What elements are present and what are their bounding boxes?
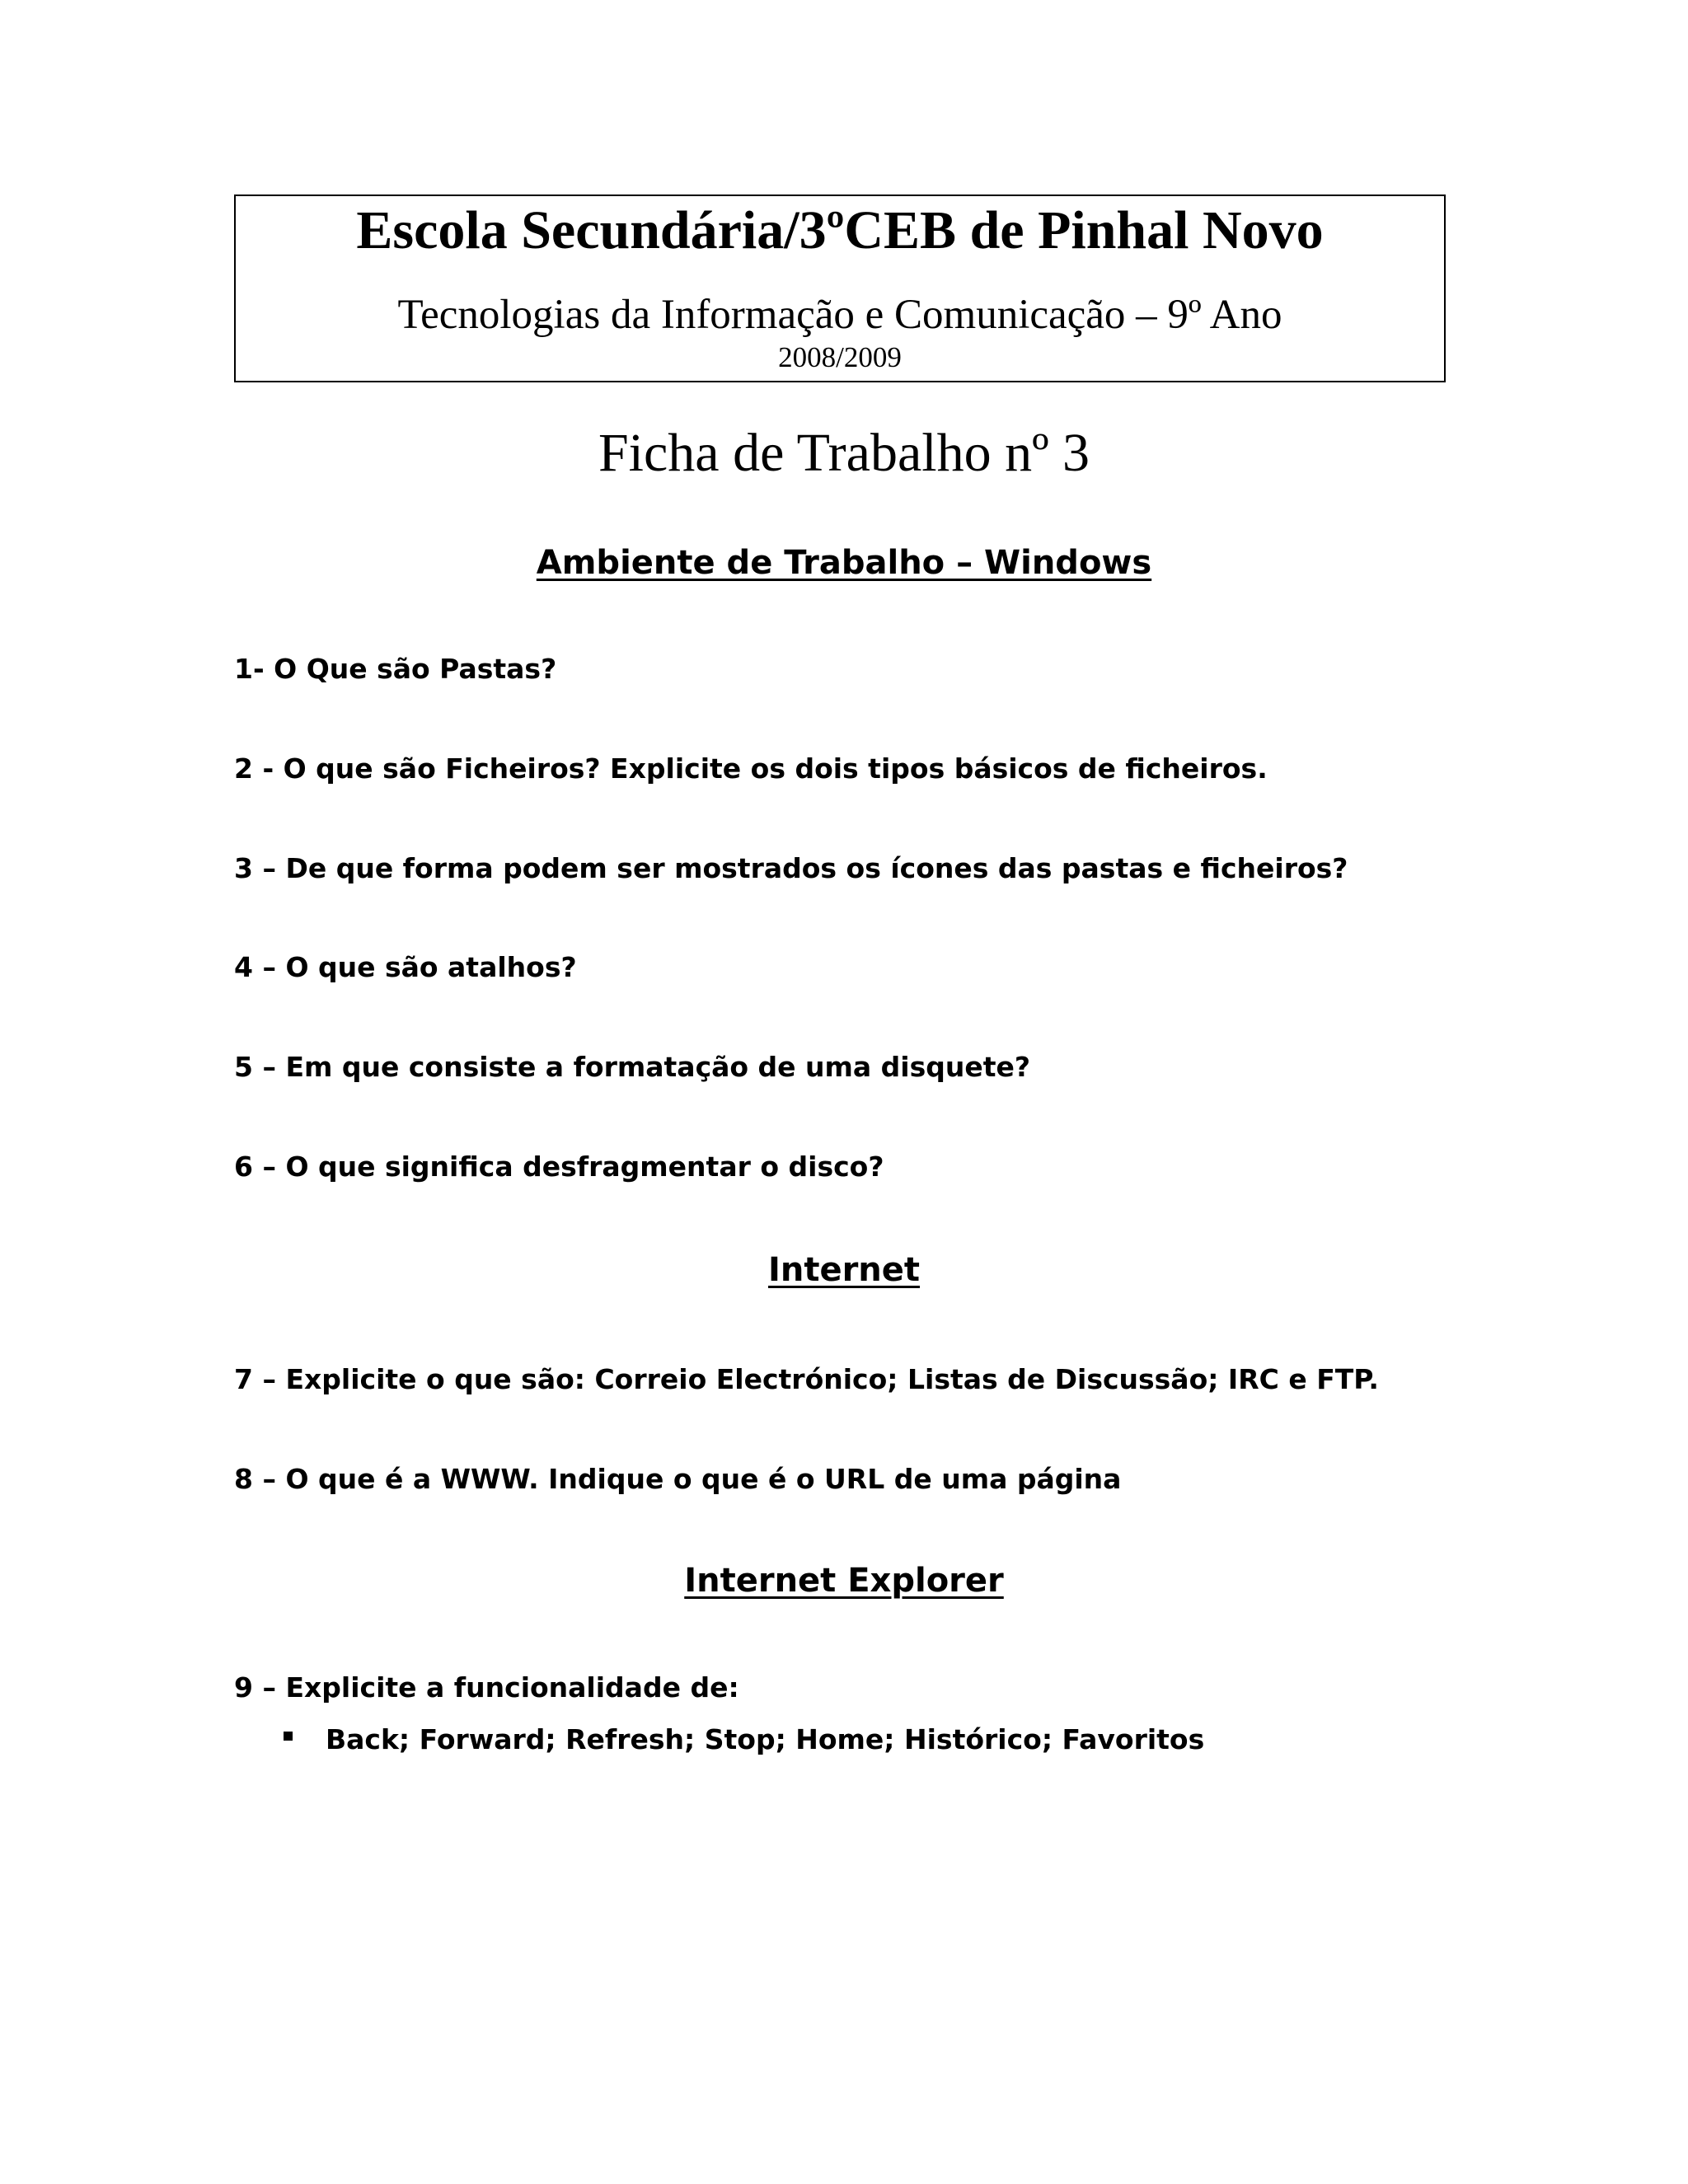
- section-heading-internet-explorer: Internet Explorer: [684, 1562, 1004, 1600]
- question-4: 4 – O que são atalhos?: [234, 951, 577, 983]
- school-header-box: [234, 194, 1446, 382]
- question-9: 9 – Explicite a funcionalidade de:: [234, 1671, 739, 1704]
- question-3: 3 – De que forma podem ser mostrados os ícones das pastas e ficheiros?: [234, 852, 1348, 884]
- question-6: 6 – O que significa desfragmentar o disco?: [234, 1151, 884, 1183]
- question-5: 5 – Em que consiste a formatação de uma disquete?: [234, 1051, 1031, 1083]
- school-year: 2008/2009: [778, 341, 902, 373]
- bullet-item-text: Back; Forward; Refresh; Stop; Home; Histórico; Favoritos: [326, 1723, 1205, 1755]
- subject-line: Tecnologias da Informação e Comunicação – 9º Ano: [397, 292, 1282, 338]
- question-1: 1- O Que são Pastas?: [234, 653, 557, 685]
- worksheet-title: Ficha de Trabalho nº 3: [598, 423, 1090, 483]
- square-bullet-icon: [284, 1732, 293, 1741]
- section-heading-internet: Internet: [767, 1251, 921, 1289]
- bullet-item: [284, 1722, 1204, 1758]
- question-2: 2 - O que são Ficheiros? Explicite os dois tipos básicos de ficheiros.: [234, 752, 1268, 785]
- school-name: Escola Secundária/3ºCEB de Pinhal Novo: [356, 200, 1324, 260]
- section-heading-windows: Ambiente de Trabalho – Windows: [536, 544, 1152, 582]
- question-8: 8 – O que é a WWW. Indique o que é o URL de uma página: [234, 1463, 1122, 1495]
- question-7: 7 – Explicite o que são: Correio Electrónico; Listas de Discussão; IRC e FTP.: [234, 1363, 1379, 1395]
